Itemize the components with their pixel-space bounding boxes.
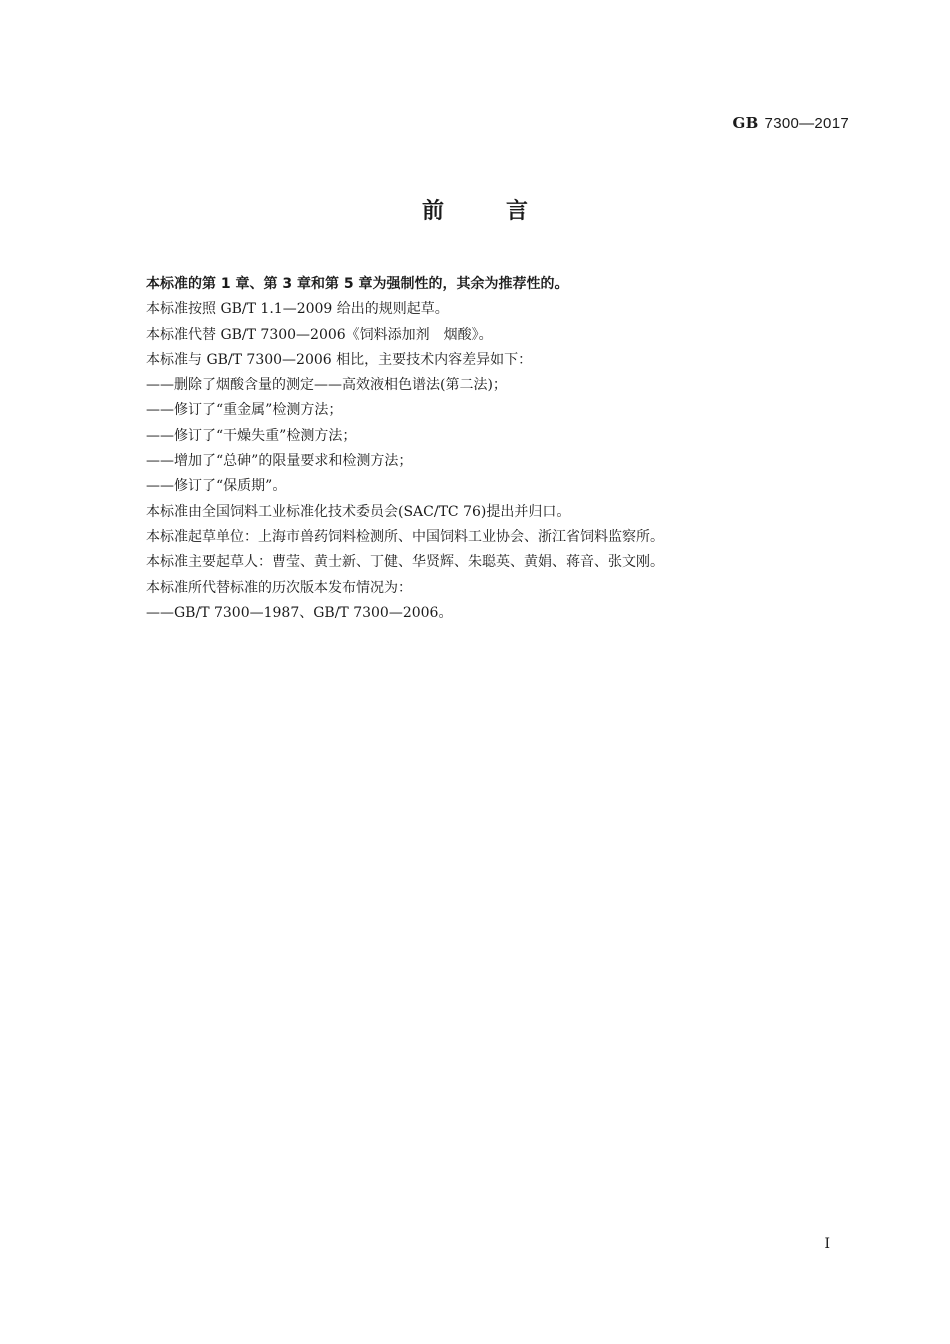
standard-number: 7300—2017 — [764, 115, 849, 132]
paragraph-history-intro: 本标准所代替标准的历次版本发布情况为： — [146, 579, 412, 596]
paragraph-differences-intro: 本标准与 GB/T 7300—2006 相比，主要技术内容差异如下： — [146, 351, 533, 368]
list-item-difference: ——修订了“重金属”检测方法； — [146, 402, 343, 419]
list-item-difference: ——增加了“总砷”的限量要求和检测方法； — [146, 453, 413, 470]
paragraph-drafting-units: 本标准起草单位：上海市兽药饲料检测所、中国饲料工业协会、浙江省饲料监察所。 — [146, 528, 664, 545]
list-item-difference: ——修订了“保质期”。 — [146, 478, 287, 495]
page-number: I — [824, 1236, 830, 1252]
standard-code — [732, 114, 849, 132]
paragraph-drafters: 本标准主要起草人：曹莹、黄士新、丁健、华贤辉、朱聪英、黄娟、蒋音、张文刚。 — [146, 554, 664, 571]
paragraph-drafting-rules: 本标准按照 GB/T 1.1—2009 给出的规则起草。 — [146, 301, 449, 318]
list-item-difference: ——修订了“干燥失重”检测方法； — [146, 427, 357, 444]
page-title: 前言 — [421, 199, 590, 224]
paragraph-replaces: 本标准代替 GB/T 7300—2006《饲料添加剂 烟酸》。 — [146, 326, 493, 343]
paragraph-mandatory-chapters: 本标准的第 1 章、第 3 章和第 5 章为强制性的，其余为推荐性的。 — [146, 276, 569, 292]
paragraph-proposed-by: 本标准由全国饲料工业标准化技术委员会(SAC/TC 76)提出并归口。 — [146, 503, 571, 520]
list-item-history: ——GB/T 7300—1987、GB/T 7300—2006。 — [146, 604, 453, 621]
foreword-body — [146, 272, 856, 626]
list-item-difference: ——删除了烟酸含量的测定——高效液相色谱法(第二法)； — [146, 377, 507, 394]
standard-prefix: GB — [732, 114, 759, 132]
